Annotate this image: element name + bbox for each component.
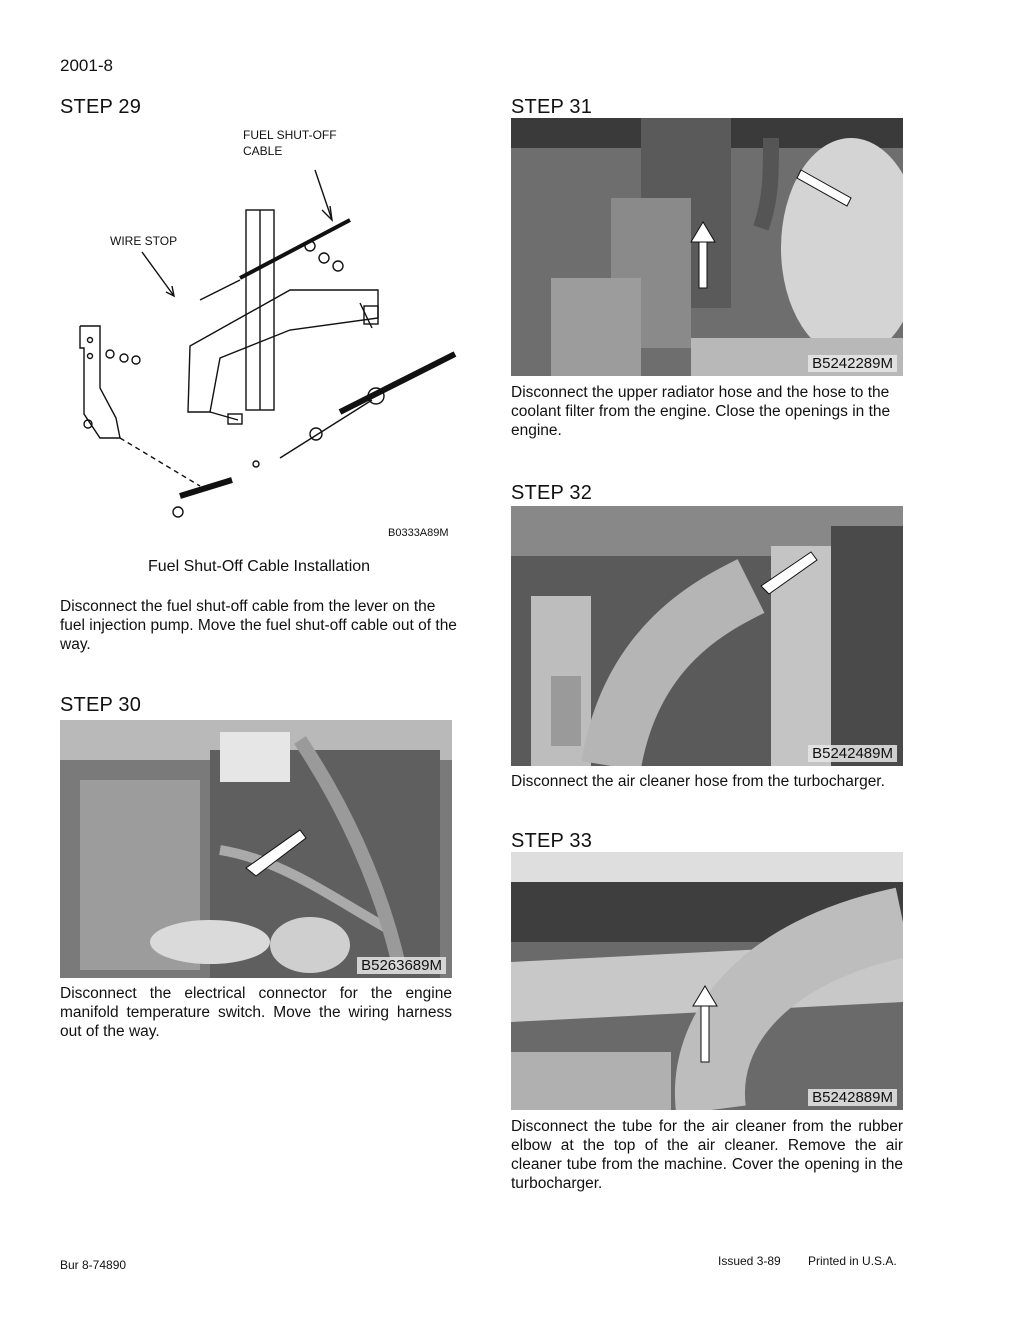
- label-fuel-shutoff-cable-1: FUEL SHUT-OFF: [243, 128, 337, 142]
- photo-id-step-31: B5242289M: [808, 355, 897, 372]
- step-30-photo: [60, 720, 452, 978]
- step-29-text: Disconnect the fuel shut-off cable from the lever on the fuel injection pump. Move the fuel shut-off cable out of the way.: [60, 598, 457, 653]
- step-32-text: Disconnect the air cleaner hose from the turbocharger.: [511, 773, 885, 790]
- fuel-shutoff-diagram: [60, 118, 480, 548]
- step-32-photo: [511, 506, 903, 766]
- diagram-figure-id: B0333A89M: [388, 527, 449, 539]
- label-wire-stop: WIRE STOP: [110, 234, 178, 248]
- label-fuel-shutoff-cable-2: CABLE: [243, 144, 283, 158]
- step-32-title: STEP 32: [511, 482, 593, 504]
- step-33-text: Disconnect the tube for the air cleaner from the rubber elbow at the top of the air cleaner. Remove the air cleaner tube from the machine. Cover the opening in the turbocharger.: [511, 1118, 903, 1192]
- step-33-title: STEP 33: [511, 830, 593, 852]
- photo-id-step-30: B5263689M: [357, 957, 446, 974]
- photo-id-step-32: B5242489M: [808, 745, 897, 762]
- step-31-text: Disconnect the upper radiator hose and the hose to the coolant filter from the engine. Close the openings in the engine.: [511, 384, 891, 439]
- page-number: 2001-8: [60, 56, 113, 75]
- footer-issued: Issued 3-89: [718, 1254, 781, 1268]
- line-drawing: [60, 118, 480, 548]
- step-30-title: STEP 30: [60, 694, 142, 716]
- step-31-title: STEP 31: [511, 96, 593, 118]
- step-33-photo: [511, 852, 903, 1110]
- step-30-text: Disconnect the electrical connector for the engine manifold temperature switch. Move the wiring harness out of the way.: [60, 985, 452, 1040]
- step-29-title: STEP 29: [60, 96, 142, 118]
- step-31-photo: [511, 118, 903, 376]
- footer-printed: Printed in U.S.A.: [808, 1254, 897, 1268]
- photo-id-step-33: B5242889M: [808, 1089, 897, 1106]
- footer-doc-number: Bur 8-74890: [60, 1258, 127, 1272]
- figure-title: Fuel Shut-Off Cable Installation: [148, 558, 371, 575]
